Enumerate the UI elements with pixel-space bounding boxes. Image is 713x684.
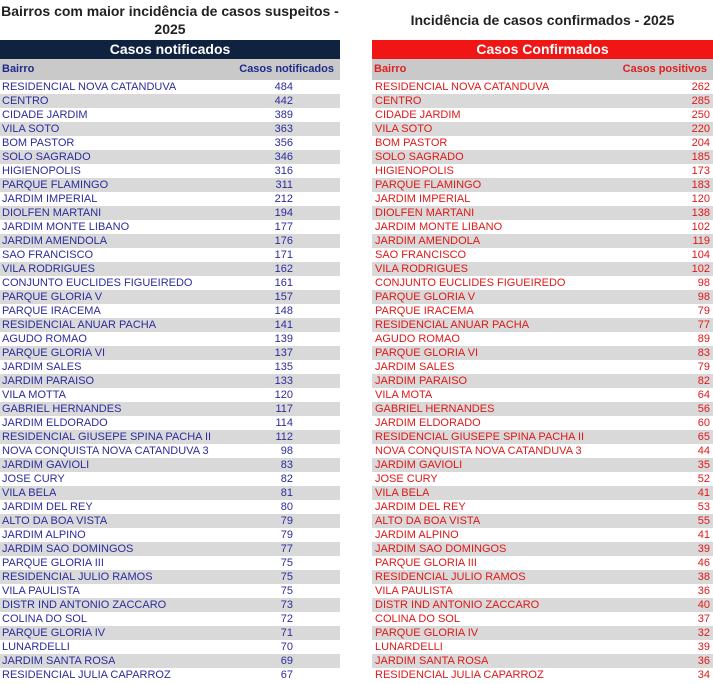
table-row	[372, 556, 713, 570]
table-row	[0, 528, 340, 542]
bairro-cell: ALTO DA BOA VISTA	[2, 515, 108, 527]
count-cell: 442	[274, 95, 293, 107]
bairro-cell: JARDIM SAO DOMINGOS	[2, 543, 134, 555]
bairro-cell: PARQUE GLORIA VI	[2, 347, 106, 359]
confirmed-table-body	[372, 80, 713, 682]
count-cell: 185	[691, 151, 710, 163]
table-row	[372, 542, 713, 556]
count-cell: 75	[280, 585, 293, 597]
count-cell: 133	[274, 375, 293, 387]
count-cell: 173	[691, 165, 710, 177]
bairro-cell: PARQUE GLORIA V	[375, 291, 476, 303]
bairro-cell: PARQUE FLAMINGO	[375, 179, 482, 191]
count-cell: 102	[691, 221, 710, 233]
bairro-cell: VILA BELA	[2, 487, 57, 499]
table-row	[0, 584, 340, 598]
table-row	[372, 528, 713, 542]
count-cell: 77	[280, 543, 293, 555]
bairro-cell: BOM PASTOR	[375, 137, 448, 149]
count-cell: 141	[274, 319, 293, 331]
bairro-cell: CIDADE JARDIM	[2, 109, 88, 121]
table-row	[372, 80, 713, 94]
bairro-cell: NOVA CONQUISTA NOVA CATANDUVA 3	[375, 445, 582, 457]
count-cell: 67	[280, 669, 293, 681]
count-cell: 40	[697, 599, 710, 611]
bairro-cell: JARDIM DEL REY	[2, 501, 93, 513]
table-row	[0, 388, 340, 402]
count-cell: 137	[274, 347, 293, 359]
positive-count-column-header: Casos positivos	[622, 63, 707, 75]
count-cell: 41	[697, 487, 710, 499]
table-row	[0, 346, 340, 360]
confirmed-table-header	[372, 59, 713, 80]
bairro-cell: RESIDENCIAL JULIO RAMOS	[2, 571, 153, 583]
table-row	[372, 122, 713, 136]
bairro-cell: CENTRO	[2, 95, 49, 107]
table-row	[0, 514, 340, 528]
table-row	[0, 444, 340, 458]
confirmed-cases-title: Incidência de casos confirmados - 2025	[410, 12, 675, 28]
table-row	[372, 262, 713, 276]
suspected-cases-title: Bairros com maior incidência de casos suspeitos - 2025	[1, 3, 339, 37]
notified-count-column-header: Casos notificados	[239, 63, 334, 75]
table-row	[372, 276, 713, 290]
count-cell: 176	[274, 235, 293, 247]
bairro-cell: JARDIM ALPINO	[375, 529, 459, 541]
count-cell: 363	[274, 123, 293, 135]
count-cell: 72	[280, 613, 293, 625]
table-row	[372, 654, 713, 668]
table-row	[0, 234, 340, 248]
count-cell: 70	[280, 641, 293, 653]
count-cell: 346	[274, 151, 293, 163]
bairro-cell: VILA RODRIGUES	[375, 263, 468, 275]
bairro-cell: DISTR IND ANTONIO ZACCARO	[375, 599, 540, 611]
notified-table-body	[0, 80, 340, 682]
bairro-column-header: Bairro	[2, 63, 35, 75]
bairro-cell: JARDIM IMPERIAL	[2, 193, 98, 205]
table-row	[0, 164, 340, 178]
table-row	[372, 486, 713, 500]
table-row	[372, 318, 713, 332]
count-cell: 69	[280, 655, 293, 667]
table-row	[0, 556, 340, 570]
count-cell: 39	[697, 641, 710, 653]
count-cell: 36	[697, 655, 710, 667]
table-row	[0, 626, 340, 640]
bairro-cell: SOLO SAGRADO	[2, 151, 91, 163]
bairro-cell: JARDIM PARAISO	[375, 375, 468, 387]
table-row	[0, 332, 340, 346]
bairro-cell: PARQUE GLORIA IV	[2, 627, 106, 639]
bairro-cell: JARDIM MONTE LIBANO	[2, 221, 130, 233]
bairro-cell: BOM PASTOR	[2, 137, 75, 149]
count-cell: 83	[697, 347, 710, 359]
table-row	[372, 626, 713, 640]
bairro-cell: HIGIENOPOLIS	[2, 165, 81, 177]
count-cell: 183	[691, 179, 710, 191]
table-row	[0, 598, 340, 612]
count-cell: 80	[280, 501, 293, 513]
bairro-cell: GABRIEL HERNANDES	[2, 403, 122, 415]
count-cell: 220	[691, 123, 710, 135]
count-cell: 204	[691, 137, 710, 149]
bairro-cell: HIGIENOPOLIS	[375, 165, 454, 177]
count-cell: 98	[697, 291, 710, 303]
bairro-cell: JOSE CURY	[375, 473, 438, 485]
bairro-cell: JARDIM SAO DOMINGOS	[375, 543, 507, 555]
count-cell: 138	[691, 207, 710, 219]
count-cell: 120	[691, 193, 710, 205]
count-cell: 212	[274, 193, 293, 205]
bairro-cell: PARQUE GLORIA III	[2, 557, 104, 569]
count-cell: 177	[274, 221, 293, 233]
bairro-cell: RESIDENCIAL JULIO RAMOS	[375, 571, 526, 583]
count-cell: 79	[697, 305, 710, 317]
table-row	[0, 290, 340, 304]
count-cell: 311	[275, 179, 293, 191]
table-row	[372, 234, 713, 248]
bairro-column-header: Bairro	[374, 63, 407, 75]
bairro-cell: JARDIM IMPERIAL	[375, 193, 471, 205]
count-cell: 56	[697, 403, 710, 415]
count-cell: 36	[697, 585, 710, 597]
bairro-cell: DIOLFEN MARTANI	[375, 207, 475, 219]
count-cell: 65	[697, 431, 710, 443]
count-cell: 484	[274, 81, 293, 93]
count-cell: 89	[697, 333, 710, 345]
bairro-cell: PARQUE IRACEMA	[375, 305, 474, 317]
table-row	[372, 416, 713, 430]
suspected-cases-panel	[0, 0, 340, 682]
bairro-cell: PARQUE GLORIA IV	[375, 627, 479, 639]
count-cell: 161	[274, 277, 293, 289]
table-row	[0, 612, 340, 626]
table-row	[372, 136, 713, 150]
count-cell: 60	[697, 417, 710, 429]
table-row	[0, 248, 340, 262]
bairro-cell: SAO FRANCISCO	[2, 249, 94, 261]
bairro-cell: NOVA CONQUISTA NOVA CATANDUVA 3	[2, 445, 209, 457]
count-cell: 114	[275, 417, 293, 429]
bairro-cell: RESIDENCIAL JULIA CAPARROZ	[2, 669, 171, 681]
count-cell: 79	[280, 529, 293, 541]
table-row	[372, 514, 713, 528]
table-row	[0, 668, 340, 682]
bairro-cell: PARQUE FLAMINGO	[2, 179, 109, 191]
table-row	[372, 360, 713, 374]
count-cell: 119	[692, 235, 710, 247]
count-cell: 52	[697, 473, 710, 485]
count-cell: 77	[697, 319, 710, 331]
count-cell: 55	[697, 515, 710, 527]
count-cell: 135	[274, 361, 293, 373]
confirmed-cases-band: Casos Confirmados	[372, 40, 713, 59]
table-row	[372, 598, 713, 612]
count-cell: 98	[280, 445, 293, 457]
count-cell: 139	[274, 333, 293, 345]
table-row	[372, 192, 713, 206]
bairro-cell: JARDIM SANTA ROSA	[375, 655, 489, 667]
table-row	[372, 584, 713, 598]
table-row	[372, 402, 713, 416]
count-cell: 120	[274, 389, 293, 401]
table-row	[0, 318, 340, 332]
bairro-cell: RESIDENCIAL NOVA CATANDUVA	[375, 81, 550, 93]
count-cell: 44	[697, 445, 710, 457]
table-row	[0, 416, 340, 430]
table-row	[0, 430, 340, 444]
bairro-cell: AGUDO ROMAO	[2, 333, 87, 345]
bairro-cell: JARDIM ELDORADO	[375, 417, 481, 429]
table-row	[0, 94, 340, 108]
count-cell: 157	[274, 291, 293, 303]
count-cell: 285	[691, 95, 710, 107]
notified-table-header	[0, 59, 340, 80]
table-row	[372, 220, 713, 234]
table-row	[0, 276, 340, 290]
table-row	[372, 668, 713, 682]
bairro-cell: JARDIM AMENDOLA	[2, 235, 108, 247]
bairro-cell: LUNARDELLI	[375, 641, 443, 653]
bairro-cell: SOLO SAGRADO	[375, 151, 464, 163]
bairro-cell: GABRIEL HERNANDES	[375, 403, 495, 415]
bairro-cell: RESIDENCIAL GIUSEPE SPINA PACHA II	[2, 431, 212, 443]
bairro-cell: PARQUE GLORIA III	[375, 557, 477, 569]
bairro-cell: JARDIM ALPINO	[2, 529, 86, 541]
count-cell: 39	[697, 543, 710, 555]
bairro-cell: RESIDENCIAL GIUSEPE SPINA PACHA II	[375, 431, 585, 443]
bairro-cell: CENTRO	[375, 95, 422, 107]
count-cell: 38	[697, 571, 710, 583]
bairro-cell: VILA PAULISTA	[375, 585, 453, 597]
table-row	[372, 178, 713, 192]
bairro-cell: VILA SOTO	[375, 123, 433, 135]
bairro-cell: VILA MOTA	[375, 389, 433, 401]
table-row	[0, 178, 340, 192]
bairro-cell: JARDIM GAVIOLI	[2, 459, 90, 471]
bairro-cell: COLINA DO SOL	[2, 613, 87, 625]
bairro-cell: DISTR IND ANTONIO ZACCARO	[2, 599, 167, 611]
confirmed-cases-panel	[372, 0, 713, 682]
table-row	[0, 192, 340, 206]
count-cell: 34	[697, 669, 710, 681]
count-cell: 262	[691, 81, 710, 93]
bairro-cell: JARDIM DEL REY	[375, 501, 466, 513]
table-row	[0, 640, 340, 654]
bairro-cell: JARDIM GAVIOLI	[375, 459, 463, 471]
bairro-cell: VILA RODRIGUES	[2, 263, 95, 275]
bairro-cell: JARDIM MONTE LIBANO	[375, 221, 503, 233]
table-row	[372, 570, 713, 584]
count-cell: 81	[280, 487, 293, 499]
table-row	[372, 346, 713, 360]
table-row	[0, 500, 340, 514]
table-row	[0, 458, 340, 472]
bairro-cell: JARDIM SALES	[375, 361, 455, 373]
bairro-cell: PARQUE GLORIA V	[2, 291, 103, 303]
table-row	[0, 654, 340, 668]
bairro-cell: JARDIM SALES	[2, 361, 82, 373]
table-row	[372, 430, 713, 444]
count-cell: 73	[280, 599, 293, 611]
count-cell: 37	[697, 613, 710, 625]
count-cell: 35	[697, 459, 710, 471]
bairro-cell: JARDIM SANTA ROSA	[2, 655, 116, 667]
count-cell: 194	[274, 207, 293, 219]
table-row	[372, 458, 713, 472]
bairro-cell: JARDIM ELDORADO	[2, 417, 108, 429]
bairro-cell: CIDADE JARDIM	[375, 109, 461, 121]
bairro-cell: JOSE CURY	[2, 473, 65, 485]
table-row	[0, 570, 340, 584]
count-cell: 75	[280, 557, 293, 569]
bairro-cell: JARDIM PARAISO	[2, 375, 95, 387]
table-row	[0, 108, 340, 122]
table-row	[0, 542, 340, 556]
table-row	[0, 220, 340, 234]
count-cell: 102	[691, 263, 710, 275]
count-cell: 53	[697, 501, 710, 513]
table-row	[372, 206, 713, 220]
count-cell: 83	[280, 459, 293, 471]
bairro-cell: ALTO DA BOA VISTA	[375, 515, 481, 527]
table-row	[0, 80, 340, 94]
bairro-cell: SAO FRANCISCO	[375, 249, 467, 261]
bairro-cell: DIOLFEN MARTANI	[2, 207, 102, 219]
table-row	[0, 150, 340, 164]
bairro-cell: PARQUE GLORIA VI	[375, 347, 479, 359]
count-cell: 75	[280, 571, 293, 583]
table-row	[372, 304, 713, 318]
count-cell: 41	[697, 529, 710, 541]
count-cell: 171	[274, 249, 293, 261]
bairro-cell: VILA SOTO	[2, 123, 60, 135]
count-cell: 162	[274, 263, 293, 275]
bairro-cell: VILA MOTTA	[2, 389, 66, 401]
table-row	[0, 304, 340, 318]
bairro-cell: CONJUNTO EUCLIDES FIGUEIREDO	[2, 277, 193, 289]
count-cell: 112	[275, 431, 293, 443]
table-row	[0, 402, 340, 416]
table-row	[0, 472, 340, 486]
notified-cases-band: Casos notificados	[0, 40, 340, 59]
table-row	[372, 332, 713, 346]
bairro-cell: RESIDENCIAL NOVA CATANDUVA	[2, 81, 177, 93]
count-cell: 104	[691, 249, 710, 261]
count-cell: 389	[274, 109, 293, 121]
count-cell: 64	[697, 389, 710, 401]
count-cell: 82	[697, 375, 710, 387]
bairro-cell: AGUDO ROMAO	[375, 333, 460, 345]
table-row	[0, 360, 340, 374]
table-row	[372, 290, 713, 304]
bairro-cell: VILA PAULISTA	[2, 585, 80, 597]
table-row	[372, 94, 713, 108]
table-row	[0, 262, 340, 276]
table-row	[0, 486, 340, 500]
count-cell: 316	[274, 165, 293, 177]
bairro-cell: JARDIM AMENDOLA	[375, 235, 481, 247]
table-row	[372, 374, 713, 388]
count-cell: 117	[275, 403, 293, 415]
table-row	[372, 640, 713, 654]
bairro-cell: COLINA DO SOL	[375, 613, 460, 625]
table-row	[372, 500, 713, 514]
table-row	[372, 388, 713, 402]
table-row	[372, 612, 713, 626]
bairro-cell: LUNARDELLI	[2, 641, 70, 653]
bairro-cell: RESIDENCIAL ANUAR PACHA	[375, 319, 530, 331]
bairro-cell: RESIDENCIAL ANUAR PACHA	[2, 319, 157, 331]
count-cell: 148	[274, 305, 293, 317]
bairro-cell: PARQUE IRACEMA	[2, 305, 101, 317]
count-cell: 32	[697, 627, 710, 639]
count-cell: 79	[280, 515, 293, 527]
bairro-cell: CONJUNTO EUCLIDES FIGUEIREDO	[375, 277, 566, 289]
table-row	[372, 164, 713, 178]
count-cell: 79	[697, 361, 710, 373]
table-row	[372, 472, 713, 486]
count-cell: 71	[280, 627, 293, 639]
table-row	[372, 444, 713, 458]
table-row	[372, 108, 713, 122]
count-cell: 46	[697, 557, 710, 569]
table-row	[0, 206, 340, 220]
count-cell: 356	[274, 137, 293, 149]
count-cell: 82	[280, 473, 293, 485]
table-row	[372, 248, 713, 262]
table-row	[0, 136, 340, 150]
bairro-cell: VILA BELA	[375, 487, 430, 499]
count-cell: 250	[691, 109, 710, 121]
table-row	[0, 374, 340, 388]
table-row	[0, 122, 340, 136]
count-cell: 98	[697, 277, 710, 289]
table-row	[372, 150, 713, 164]
bairro-cell: RESIDENCIAL JULIA CAPARROZ	[375, 669, 544, 681]
